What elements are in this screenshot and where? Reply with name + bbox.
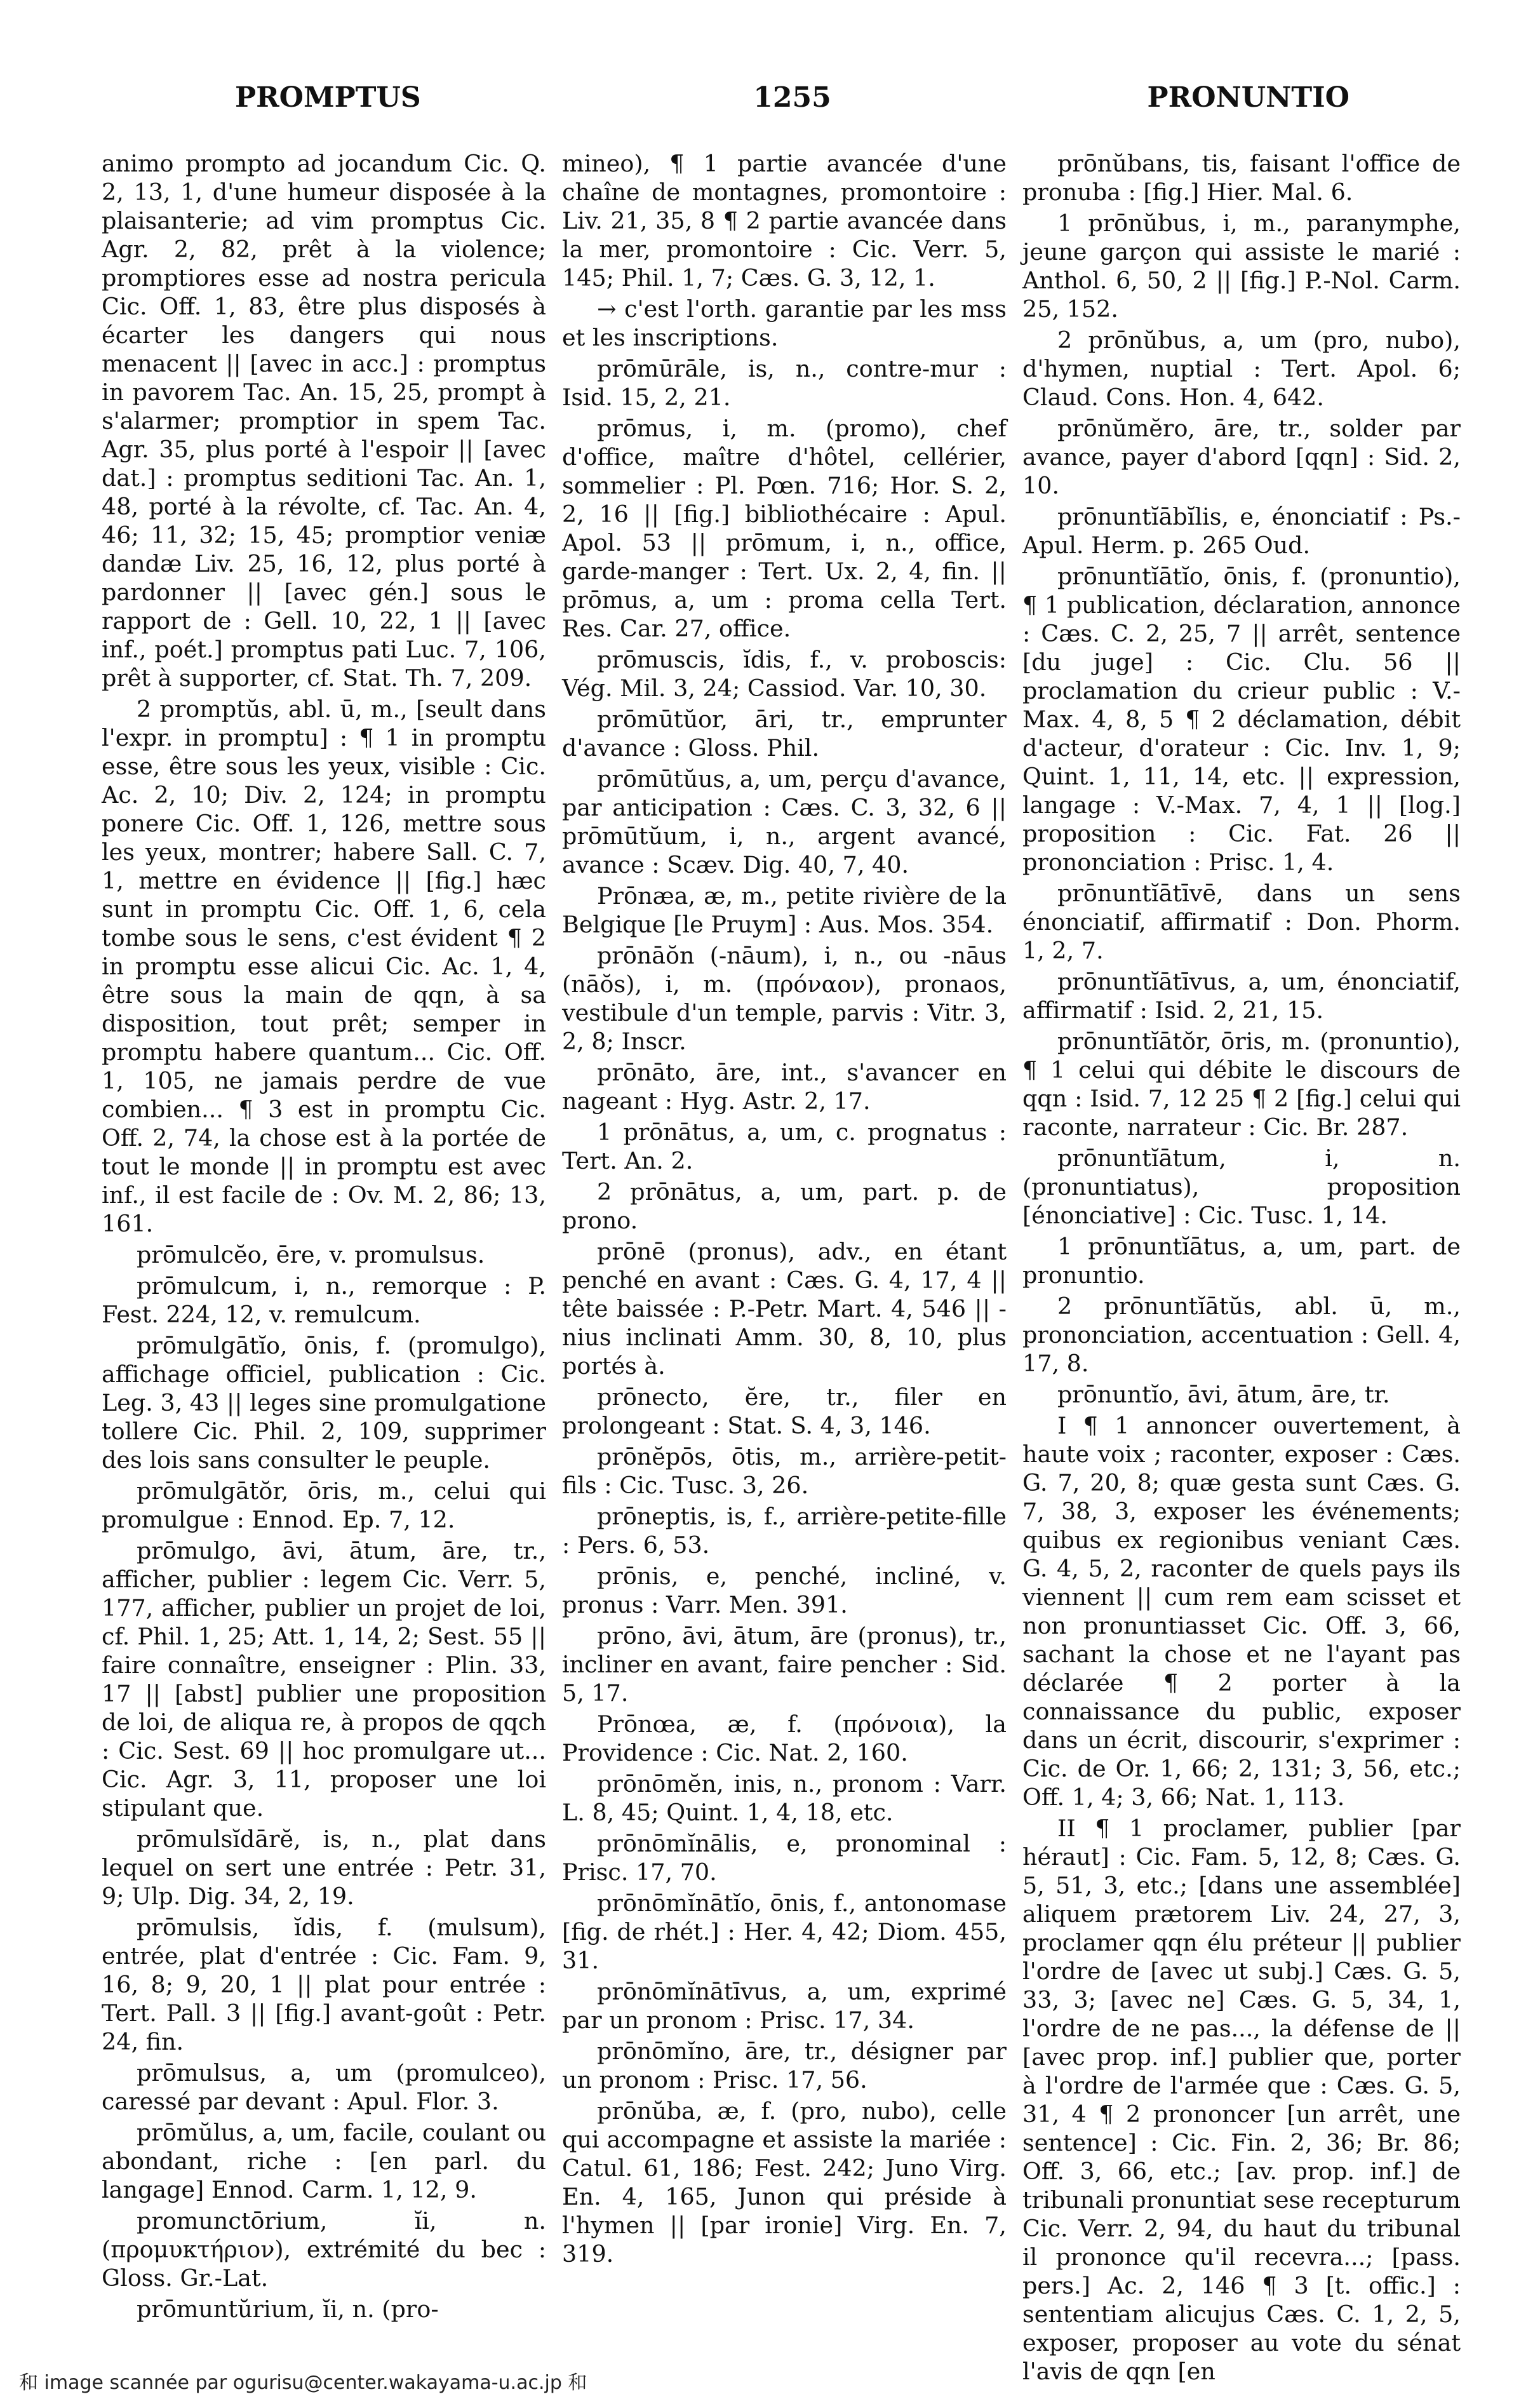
- dictionary-entry: prōneptis, is, f., arrière-petite-fille : Pers. 6, 53.: [562, 1503, 1007, 1559]
- dictionary-entry: prōnāto, āre, int., s'avancer en nageant : Hyg. Astr. 2, 17.: [562, 1059, 1007, 1115]
- column-right: [1022, 149, 1461, 2385]
- dictionary-entry: prōnuntĭo, āvi, ātum, āre, tr.: [1057, 1381, 1390, 1408]
- dictionary-entry: 2 prōnātus, a, um, part. p. de prono.: [562, 1178, 1007, 1234]
- header-right-headword: PRONUNTIO: [1147, 81, 1349, 114]
- dictionary-entry: prōno, āvi, ātum, āre (pronus), tr., incliner en avant, faire pencher : Sid. 5, 17.: [562, 1622, 1007, 1707]
- dictionary-entry: prōmulsis, ĭdis, f. (mulsum), entrée, plat d'entrée : Cic. Fam. 9, 16, 8; 9, 20, 1 || plat pour entrée : Tert. Pall. 3 || [fig.] avant-goût : Petr. 24, fin.: [102, 1914, 546, 2055]
- dictionary-entry: prōmuntŭrium, ĭi, n. (pro-: [137, 2295, 439, 2323]
- dictionary-entry: prōmulgo, āvi, ātum, āre, tr., afficher, publier : legem Cic. Verr. 5, 177, afficher, publier un projet de loi, cf. Phil. 1, 25; Att. 1, 14, 2; Sest. 55 || faire connaître, enseigner : Plin. 33, 17 || [abst] publier une proposition de loi, de aliqua re, à propos de qqch : Cic. Sest. 69 || hoc promulgare ut... Cic. Agr. 3, 11, proposer une loi stipulant que.: [102, 1537, 546, 1822]
- dictionary-entry: prōnuntĭātīvē, dans un sens énonciatif, affirmatif : Don. Phorm. 1, 2, 7.: [1022, 880, 1461, 964]
- dictionary-entry: prōnōmĕn, inis, n., pronom : Varr. L. 8, 45; Quint. 1, 4, 18, etc.: [562, 1770, 1007, 1826]
- dictionary-entry: II ¶ 1 proclamer, publier [par héraut] : Cic. Fam. 5, 12, 8; Cæs. G. 5, 51, 3, etc.; [dans une assemblée] aliquem prætorem Liv. 24, 27, 3, proclamer qqn élu préteur || publier l'ordre de [avec ut subj.] Cæs. G. 5, 33, 3; [avec ne] Cæs. G. 5, 34, 1, l'ordre de ne pas..., la défense de || [avec prop. inf.] publier que, porter à l'ordre de l'armée que : Cæs. G. 5, 31, 4 ¶ 2 prononcer [un arrêt, une sentence] : Cic. Fin. 2, 36; Br. 86; Off. 3, 66, etc.; [av. prop. inf.] de tribunali pronuntiat sese recepturum Cic. Verr. 2, 94, du haut du tribunal il prononce qu'il recevra...; [pass. pers.] Ac. 2, 146 ¶ 3 [t. offic.] : sententiam alicujus Cæs. C. 1, 2, 5, exposer, proposer au vote du sénat l'avis de qqn [en: [1022, 1815, 1461, 2385]
- dictionary-entry: prōnĕpōs, ōtis, m., arrière-petit-fils : Cic. Tusc. 3, 26.: [562, 1443, 1007, 1499]
- dictionary-entry: prōnuntĭātĭo, ōnis, f. (pronuntio), ¶ 1 publication, déclaration, annonce : Cæs. C. 2, 25, 7 || arrêt, sentence [du juge] : Cic. Clu. 56 || proclamation du crieur public : V.-Max. 4, 8, 5 ¶ 2 déclamation, débit d'acteur, d'orateur : Cic. Inv. 1, 9; Quint. 1, 11, 14, etc. || expression, langage : V.-Max. 7, 4, 1 || [log.] proposition : Cic. Fat. 26 || prononciation : Prisc. 1, 4.: [1022, 563, 1461, 876]
- dictionary-entry: prōnōmĭnātĭo, ōnis, f., antonomase [fig. de rhét.] : Her. 4, 42; Diom. 455, 31.: [562, 1890, 1007, 1974]
- dictionary-entry: prōmulgātĭo, ōnis, f. (promulgo), affichage officiel, publication : Cic. Leg. 3, 43 || leges sine promulgatione tollere Cic. Phil. 2, 109, supprimer des lois sans consulter le peuple.: [102, 1332, 546, 1474]
- dictionary-entry: prōmuscis, ĭdis, f., v. proboscis: Vég. Mil. 3, 24; Cassiod. Var. 10, 30.: [562, 646, 1007, 702]
- dictionary-entry: prōnuntĭātŏr, ōris, m. (pronuntio), ¶ 1 celui qui débite le discours de qqn : Isid. 7, 12 25 ¶ 2 [fig.] celui qui raconte, narrateur : Cic. Br. 287.: [1022, 1028, 1461, 1141]
- dictionary-entry: prōnuntĭātum, i, n. (pronuntiatus), proposition [énonciative] : Cic. Tusc. 1, 14.: [1022, 1145, 1461, 1229]
- dictionary-entry: prōnecto, ĕre, tr., filer en prolongeant : Stat. S. 4, 3, 146.: [562, 1383, 1007, 1439]
- column-left: [102, 149, 546, 2341]
- dictionary-entry: prōnōmĭnālis, e, pronominal : Prisc. 17, 70.: [562, 1830, 1007, 1886]
- dictionary-entry: prōnŭbans, tis, faisant l'office de pronuba : [fig.] Hier. Mal. 6.: [1022, 150, 1461, 206]
- dictionary-entry: prōnŭba, æ, f. (pro, nubo), celle qui accompagne et assiste la mariée : Catul. 61, 186; Fest. 242; Juno Virg. En. 4, 165, Junon qui préside à l'hymen || [par ironie] Virg. En. 7, 319.: [562, 2097, 1007, 2268]
- dictionary-entry: prōmūtŭor, āri, tr., emprunter d'avance : Gloss. Phil.: [562, 706, 1007, 762]
- page-number: 1255: [753, 81, 831, 114]
- running-head: [235, 81, 1349, 132]
- dictionary-entry: → c'est l'orth. garantie par les mss et les inscriptions.: [562, 295, 1007, 351]
- dictionary-entry: Prōnœa, æ, f. (πρόνοια), la Providence : Cic. Nat. 2, 160.: [562, 1710, 1007, 1766]
- dictionary-entry: prōmūrāle, is, n., contre-mur : Isid. 15, 2, 21.: [562, 355, 1007, 411]
- dictionary-entry: mineo), ¶ 1 partie avancée d'une chaîne de montagnes, promontoire : Liv. 21, 35, 8 ¶ 2 partie avancée dans la mer, promontoire : Cic. Verr. 5, 145; Phil. 1, 7; Cæs. G. 3, 12, 1.: [562, 150, 1007, 292]
- dictionary-entry: 2 promptŭs, abl. ū, m., [seult dans l'expr. in promptu] : ¶ 1 in promptu esse, être sous les yeux, visible : Cic. Ac. 2, 10; Div. 2, 124; in promptu ponere Cic. Off. 1, 126, mettre sous les yeux, montrer; habere Sall. C. 7, 1, mettre en évidence || [fig.] hæc sunt in promptu Cic. Off. 1, 6, cela tombe sous le sens, c'est évident ¶ 2 in promptu esse alicui Cic. Ac. 1, 4, être sous la main de qqn, à sa disposition, tout prêt; semper in promptu habere quantum... Cic. Off. 1, 105, ne jamais perdre de vue combien... ¶ 3 est in promptu Cic. Off. 2, 74, la chose est à la portée de tout le monde || in promptu est avec inf., il est facile de : Ov. M. 2, 86; 13, 161.: [102, 696, 546, 1237]
- dictionary-entry: prōmus, i, m. (promo), chef d'office, maître d'hôtel, cellérier, sommelier : Pl. Pœn. 716; Hor. S. 2, 2, 16 || [fig.] bibliothécaire : Apul. Apol. 53 || prōmum, i, n., office, garde-manger : Tert. Ux. 2, 4, fin. || prōmus, a, um : proma cella Tert. Res. Car. 27, office.: [562, 415, 1007, 642]
- dictionary-entry: 2 prōnŭbus, a, um (pro, nubo), d'hymen, nuptial : Tert. Apol. 6; Claud. Cons. Hon. 4, 642.: [1022, 326, 1461, 411]
- dictionary-entry: prōnuntĭātīvus, a, um, énonciatif, affirmatif : Isid. 2, 21, 15.: [1022, 968, 1461, 1024]
- dictionary-entry: prōmulsĭdārĕ, is, n., plat dans lequel on sert une entrée : Petr. 31, 9; Ulp. Dig. 34, 2, 19.: [102, 1825, 546, 1910]
- dictionary-entry: prōnāŏn (-nāum), i, n., ou -nāus (nāŏs), i, m. (πρόναον), pronaos, vestibule d'un temple, parvis : Vitr. 3, 2, 8; Inscr.: [562, 942, 1007, 1055]
- scan-credit: 和 image scannée par ogurisu@center.wakayama-u.ac.jp 和: [19, 2372, 587, 2394]
- dictionary-entry: 1 prōnŭbus, i, m., paranymphe, jeune garçon qui assiste le marié : Anthol. 6, 50, 2 || [fig.] P.-Nol. Carm. 25, 152.: [1022, 210, 1461, 323]
- dictionary-entry: prōmŭlus, a, um, facile, coulant ou abondant, riche : [en parl. du langage] Ennod. Carm. 1, 12, 9.: [102, 2119, 546, 2203]
- dictionary-entry: Prōnæa, æ, m., petite rivière de la Belgique [le Pruym] : Aus. Mos. 354.: [562, 882, 1007, 938]
- dictionary-entry: prōmulsus, a, um (promulceo), caressé par devant : Apul. Flor. 3.: [102, 2059, 546, 2115]
- dictionary-entry: I ¶ 1 annoncer ouvertement, à haute voix ; raconter, exposer : Cæs. G. 7, 20, 8; quæ gesta sunt Cæs. G. 7, 38, 3, exposer les événements; quibus ex regionibus veniant Cæs. G. 4, 5, 2, raconter de quels pays ils viennent || cum rem eam scisset et non pronuntiasset Cic. Off. 3, 66, sachant la chose et ne l'ayant pas déclarée ¶ 2 porter à la connaissance du public, exposer dans un écrit, discourir, s'exprimer : Cic. de Or. 1, 66; 2, 131; 3, 56, etc.; Off. 1, 4; 3, 66; Nat. 1, 113.: [1022, 1412, 1461, 1811]
- dictionary-entry: animo prompto ad jocandum Cic. Q. 2, 13, 1, d'une humeur disposée à la plaisanterie; ad vim promptus Cic. Agr. 2, 82, prêt à la violence; promptiores esse ad nostra pericula Cic. Off. 1, 83, être plus disposés à écarter les dangers qui nous menacent || [avec in acc.] : promptus in pavorem Tac. An. 15, 25, prompt à s'alarmer; promptior in spem Tac. Agr. 35, plus porté à l'espoir || [avec dat.] : promptus seditioni Tac. An. 1, 48, porté à la révolte, cf. Tac. An. 4, 46; 11, 32; 15, 45; promptior veniæ dandæ Liv. 25, 16, 12, plus porté à pardonner || [avec gén.] sous le rapport de : Gell. 10, 22, 1 || [avec inf., poét.] promptus pati Luc. 7, 106, prêt à supporter, cf. Stat. Th. 7, 209.: [102, 150, 546, 692]
- dictionary-entry: prōnē (pronus), adv., en étant penché en avant : Cæs. G. 4, 17, 4 || tête baissée : P.-Petr. Mart. 4, 546 || -nius inclinati Amm. 30, 8, 10, plus portés à.: [562, 1238, 1007, 1380]
- header-left-headword: PROMPTUS: [235, 81, 421, 114]
- dictionary-entry: prōmūtŭus, a, um, perçu d'avance, par anticipation : Cæs. C. 3, 32, 6 || prōmūtŭum, i, n., argent avancé, avance : Scæv. Dig. 40, 7, 40.: [562, 765, 1007, 878]
- dictionary-entry: prōmulcum, i, n., remorque : P. Fest. 224, 12, v. remulcum.: [102, 1272, 546, 1328]
- dictionary-entry: prōnŭmĕro, āre, tr., solder par avance, payer d'abord [qqn] : Sid. 2, 10.: [1022, 415, 1461, 499]
- dictionary-entry: 1 prōnuntĭātus, a, um, part. de pronuntio.: [1022, 1233, 1461, 1289]
- dictionary-entry: prōmulcĕo, ēre, v. promulsus.: [137, 1241, 485, 1268]
- dictionary-entry: prōnuntĭābĭlis, e, énonciatif : Ps.-Apul. Herm. p. 265 Oud.: [1022, 503, 1461, 559]
- dictionary-entry: promunctōrium, ĭi, n. (προμυκτήριον), extrémité du bec : Gloss. Gr.-Lat.: [102, 2207, 546, 2292]
- dictionary-entry: 1 prōnātus, a, um, c. prognatus : Tert. An. 2.: [562, 1119, 1007, 1174]
- column-middle: [562, 149, 1007, 2341]
- dictionary-entry: prōnōmĭnātīvus, a, um, exprimé par un pronom : Prisc. 17, 34.: [562, 1978, 1007, 2034]
- dictionary-entry: 2 prōnuntĭātŭs, abl. ū, m., prononciation, accentuation : Gell. 4, 17, 8.: [1022, 1293, 1461, 1377]
- dictionary-entry: prōnōmĭno, āre, tr., désigner par un pronom : Prisc. 17, 56.: [562, 2038, 1007, 2093]
- dictionary-entry: prōmulgātŏr, ōris, m., celui qui promulgue : Ennod. Ep. 7, 12.: [102, 1477, 546, 1533]
- dictionary-entry: prōnis, e, penché, incliné, v. pronus : Varr. Men. 391.: [562, 1563, 1007, 1618]
